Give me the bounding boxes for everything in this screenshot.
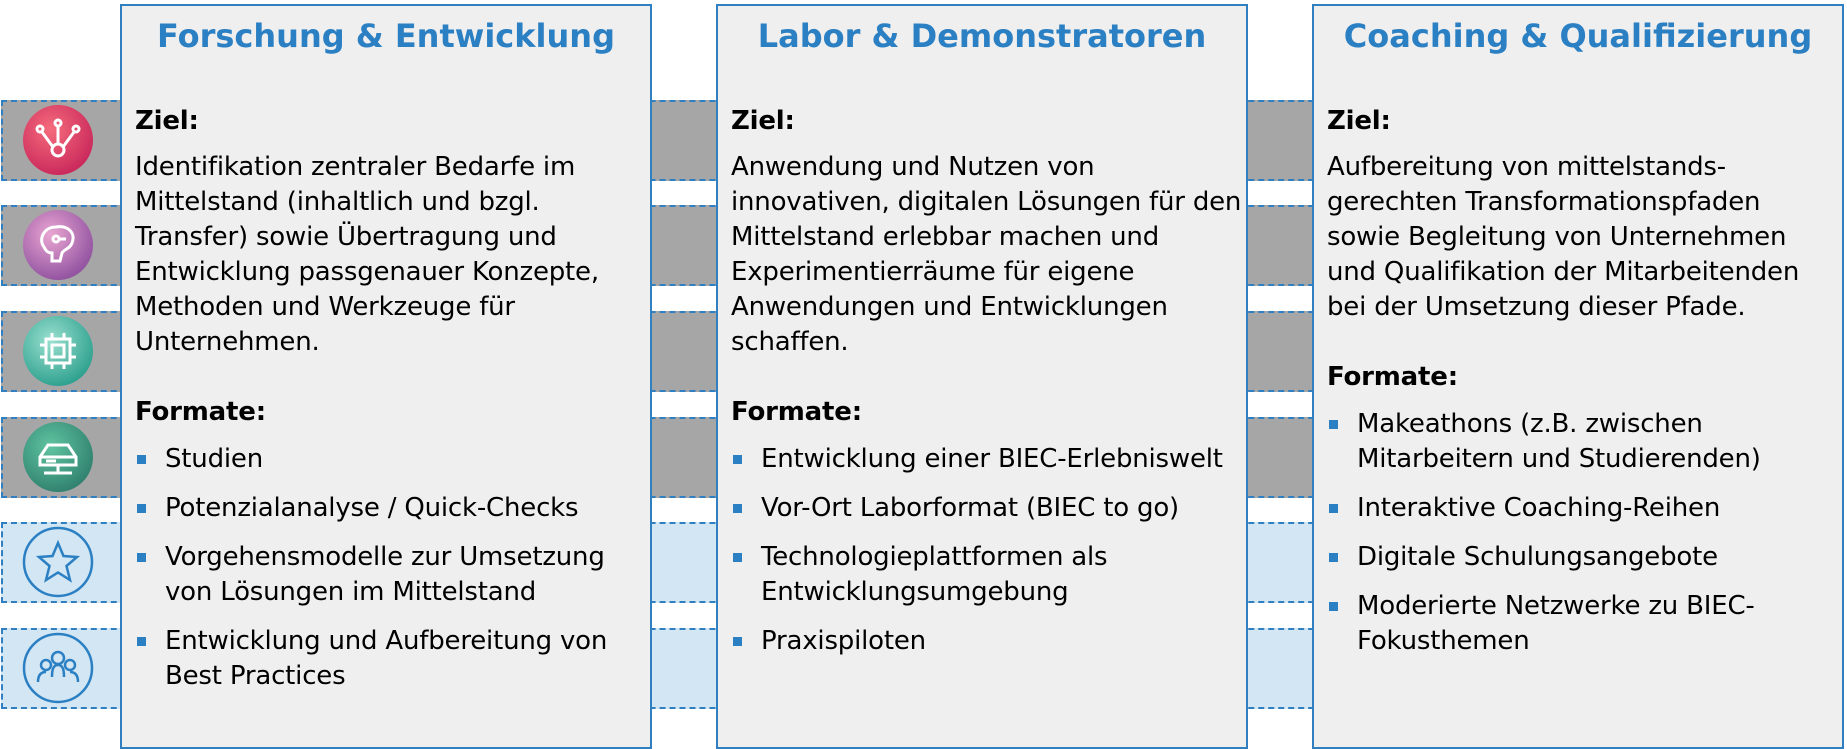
server-icon bbox=[22, 421, 94, 493]
list-item: Praxispiloten bbox=[731, 624, 1243, 659]
column-content bbox=[135, 104, 647, 708]
list-item: Technologieplattformen als Entwicklungsumgebung bbox=[731, 540, 1243, 610]
list-item: Interaktive Coaching-Reihen bbox=[1327, 491, 1839, 526]
list-item: Digitale Schulungsangebote bbox=[1327, 540, 1839, 575]
goal-label: Ziel: bbox=[135, 106, 199, 136]
network-nodes-icon bbox=[22, 104, 94, 176]
chip-icon bbox=[22, 315, 94, 387]
formats-label: Formate: bbox=[135, 397, 266, 427]
column-forschung-entwicklung bbox=[120, 4, 652, 749]
list-item: Studien bbox=[135, 442, 647, 477]
list-item: Moderierte Netzwerke zu BIEC-Fokusthemen bbox=[1327, 589, 1839, 659]
formats-label: Formate: bbox=[731, 397, 862, 427]
column-title: Coaching & Qualifizierung bbox=[1343, 17, 1813, 55]
goal-text: Anwendung und Nutzen von innovativen, digitalen Lösungen für den Mittelstand erlebbar machen und Experimentierräume für eigene Anwendungen und Entwicklungen schaffen. bbox=[731, 152, 1242, 357]
formats-list bbox=[135, 442, 647, 694]
list-item: Vorgehensmodelle zur Umsetzung von Lösungen im Mittelstand bbox=[135, 540, 647, 610]
list-item: Potenzialanalyse / Quick-Checks bbox=[135, 491, 647, 526]
column-content bbox=[1327, 104, 1839, 673]
formats-list bbox=[731, 442, 1243, 659]
people-icon bbox=[22, 632, 94, 704]
formats-list bbox=[1327, 407, 1839, 659]
list-item: Entwicklung einer BIEC-Erlebniswelt bbox=[731, 442, 1243, 477]
column-title: Forschung & Entwicklung bbox=[157, 17, 615, 55]
list-item: Vor-Ort Laborformat (BIEC to go) bbox=[731, 491, 1243, 526]
formats-label: Formate: bbox=[1327, 362, 1458, 392]
column-content bbox=[731, 104, 1243, 673]
goal-label: Ziel: bbox=[731, 106, 795, 136]
goal-text: Identifikation zentraler Bedarfe im Mittelstand (inhaltlich und bzgl. Transfer) sowie Übertragung und Entwicklung passgenauer Konzepte, Methoden und Werkzeuge für Unternehmen. bbox=[135, 152, 599, 357]
brain-icon bbox=[22, 209, 94, 281]
goal-label: Ziel: bbox=[1327, 106, 1391, 136]
column-coaching-qualifizierung bbox=[1312, 4, 1844, 749]
goal-text: Aufbereitung von mittelstands-gerechten Transformationspfaden sowie Begleitung von Unternehmen und Qualifikation der Mitarbeitenden bei der Umsetzung dieser Pfade. bbox=[1327, 152, 1800, 322]
list-item: Makeathons (z.B. zwischen Mitarbeitern und Studierenden) bbox=[1327, 407, 1839, 477]
column-labor-demonstratoren bbox=[716, 4, 1248, 749]
list-item: Entwicklung und Aufbereitung von Best Practices bbox=[135, 624, 647, 694]
column-title: Labor & Demonstratoren bbox=[757, 17, 1207, 55]
star-icon bbox=[22, 526, 94, 598]
